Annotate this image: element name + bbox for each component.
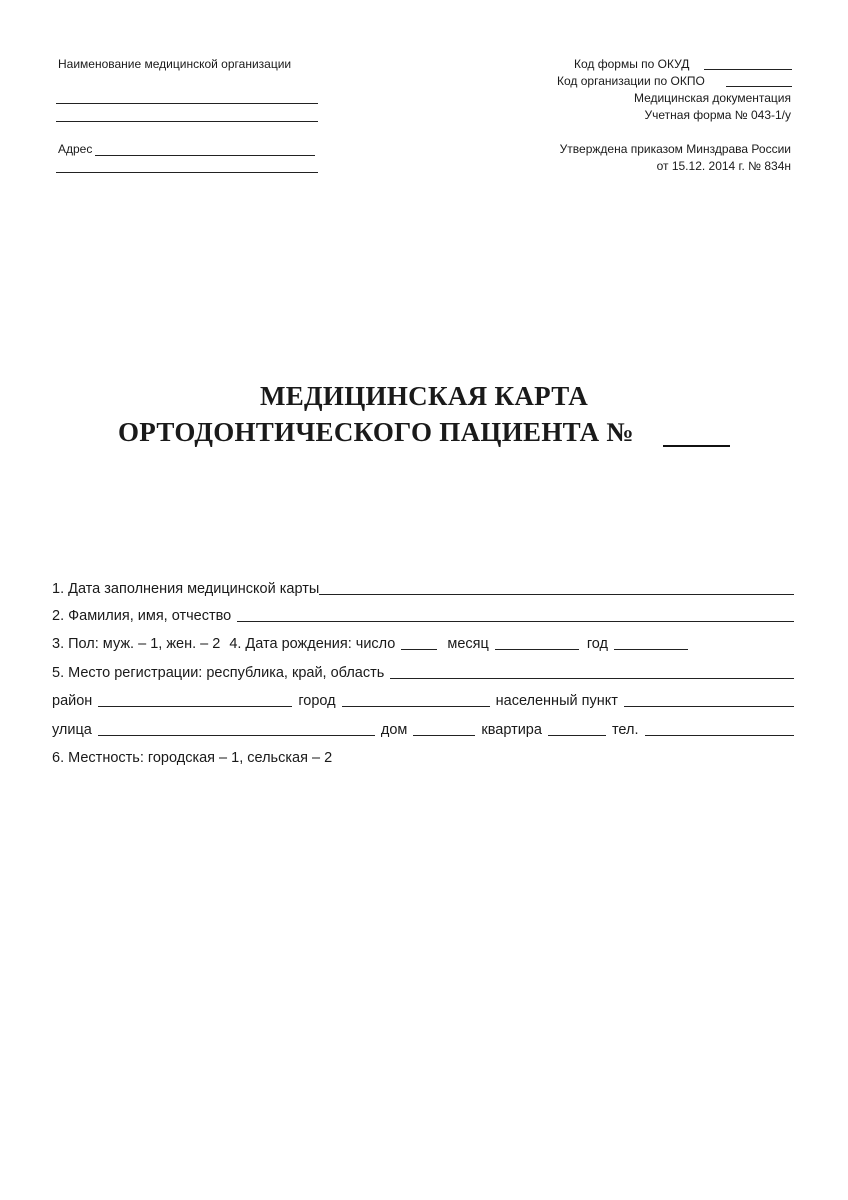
birth-date-label: 4. Дата рождения: число [229,636,396,652]
approved-text: Утверждена приказом Минздрава России [559,142,791,156]
fill-date-label: 1. Дата заполнения медицинской карты [52,581,320,597]
address-label: Адрес [58,142,93,156]
birth-day-field[interactable] [401,649,437,650]
city-label: город [298,693,336,709]
street-row [52,721,794,739]
sex-label: 3. Пол: муж. – 1, жен. – 2 [52,636,221,652]
birth-year-field[interactable] [614,649,688,650]
locality-label: 6. Местность: городская – 1, сельская – 2 [52,750,333,766]
settlement-label: населенный пункт [495,693,618,709]
settlement-field[interactable] [624,706,794,707]
apartment-field[interactable] [548,735,606,736]
apartment-label: квартира [481,722,542,738]
birth-month-field[interactable] [495,649,579,650]
org-name-field-line-1[interactable] [56,103,318,104]
title-line-1: МЕДИЦИНСКАЯ КАРТА [259,381,589,411]
doc-type-text: Медицинская документация [633,91,791,105]
sex-birth-row [52,635,794,653]
district-label: район [52,693,93,709]
street-label: улица [52,722,92,738]
city-field[interactable] [342,706,490,707]
approved-date-text: от 15.12. 2014 г. № 834н [656,159,791,173]
okpo-field[interactable] [726,86,792,87]
registration-field[interactable] [390,678,794,679]
phone-field[interactable] [645,735,794,736]
street-field[interactable] [98,735,375,736]
house-label: дом [380,722,408,738]
locality-row [52,749,794,767]
registration-label: 5. Место регистрации: республика, край, область [52,665,385,681]
address-field-line-2[interactable] [56,172,318,173]
house-field[interactable] [413,735,475,736]
okpo-label: Код организации по ОКПО [557,74,705,88]
year-label: год [586,636,609,652]
card-number-field[interactable] [663,445,730,447]
org-name-label: Наименование медицинской организации [58,57,292,71]
full-name-row [52,607,794,625]
fill-date-row [52,580,794,598]
registration-row [52,664,794,682]
address-field-line-1[interactable] [95,155,315,156]
form-number-text: Учетная форма № 043-1/у [644,108,791,122]
full-name-label: 2. Фамилия, имя, отчество [52,608,232,624]
okud-label: Код формы по ОКУД [574,57,690,71]
fill-date-field[interactable] [319,594,794,595]
title-line-2: ОРТОДОНТИЧЕСКОГО ПАЦИЕНТА № [118,417,634,447]
org-name-field-line-2[interactable] [56,121,318,122]
phone-label: тел. [611,722,639,738]
district-field[interactable] [98,706,292,707]
month-label: месяц [447,636,489,652]
district-row [52,692,794,710]
okud-field[interactable] [704,69,792,70]
full-name-field[interactable] [237,621,794,622]
